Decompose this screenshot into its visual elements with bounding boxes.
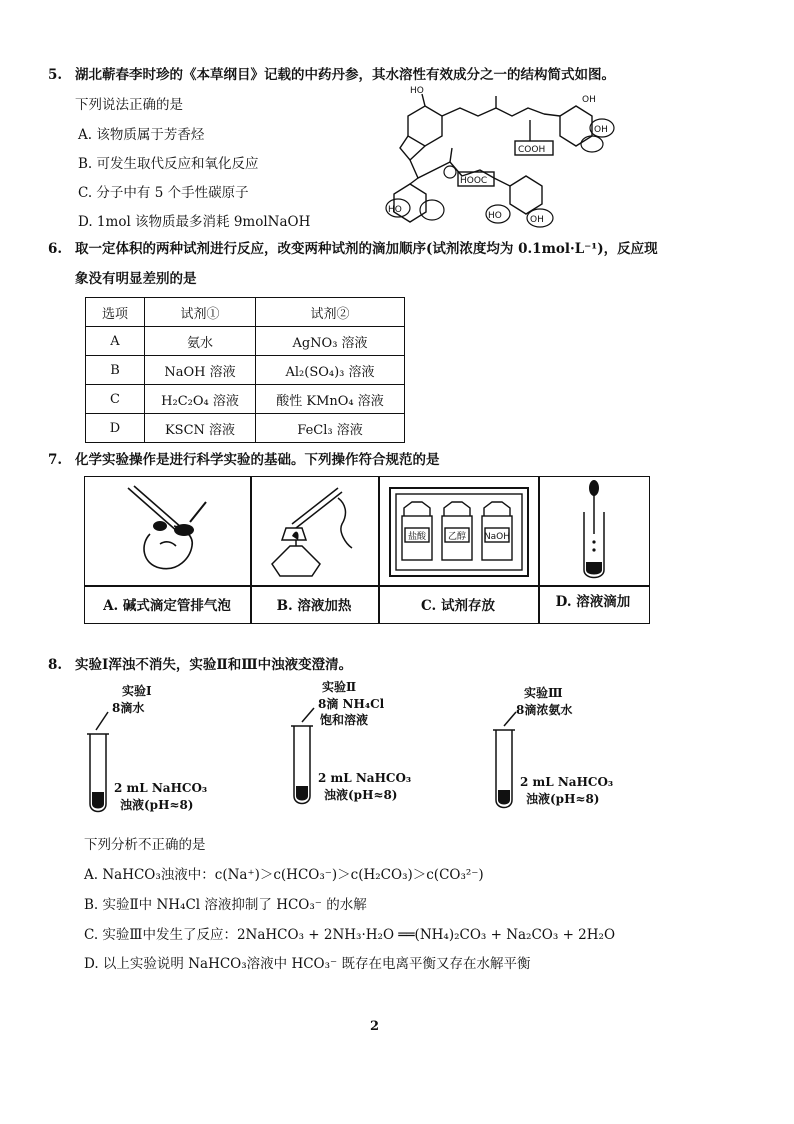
- q5-structure-diagram: [380, 86, 680, 226]
- q7-caption-a: A. 碱式滴定管排气泡: [103, 598, 231, 614]
- header-option: 选项: [86, 298, 145, 327]
- q7-number: 7.: [48, 452, 63, 468]
- dropper-tube-figure: [570, 478, 620, 582]
- q6-number: 6.: [48, 241, 63, 257]
- cell-option: D: [86, 414, 145, 443]
- exp2-bottom-2: 浊液(pH≈8): [324, 788, 398, 802]
- q8-stem: 实验Ⅰ浑浊不消失，实验Ⅱ和Ⅲ中浊液变澄清。: [75, 657, 353, 673]
- bottle-label-ethanol: 乙醇: [447, 532, 467, 542]
- q5-number: 5.: [48, 67, 63, 83]
- label-cooh: COOH: [518, 145, 546, 155]
- exp1-title: 实验Ⅰ: [122, 684, 152, 698]
- q7-caption-b: B. 溶液加热: [276, 598, 352, 614]
- q5-prompt: 下列说法正确的是: [75, 97, 183, 113]
- cell-option: C: [86, 385, 145, 414]
- q7-caption-d: D. 溶液滴加: [555, 594, 631, 610]
- label-ho-left: HO: [388, 205, 402, 215]
- header-reagent-2: 试剂②: [256, 298, 405, 327]
- label-oh-1: OH: [582, 95, 596, 105]
- q5-option-b: B. 可发生取代反应和氧化反应: [78, 156, 259, 172]
- cell-reagent-1: KSCN 溶液: [145, 414, 256, 443]
- cell-option: B: [86, 356, 145, 385]
- label-ho-top: HO: [410, 86, 424, 96]
- page-number: 2: [370, 1019, 380, 1034]
- q7-caption-c: C. 试剂存放: [421, 598, 495, 614]
- bottle-label-hcl: 盐酸: [407, 532, 427, 542]
- bottle-label-naoh: NaOH: [483, 532, 511, 542]
- exp3-reagent: 8滴浓氨水: [516, 703, 573, 717]
- label-hooc: HOOC: [460, 176, 488, 186]
- exp2-tube: [288, 708, 318, 808]
- table-row: [86, 414, 405, 443]
- cell-reagent-2: AgNO₃ 溶液: [256, 327, 405, 356]
- q8-option-c: C. 实验Ⅲ中发生了反应：2NaHCO₃ + 2NH₃·H₂O ══(NH₄)₂CO₃ + Na₂CO₃ + 2H₂O: [84, 927, 616, 943]
- cell-reagent-2: Al₂(SO₄)₃ 溶液: [256, 356, 405, 385]
- exp3-bottom-2: 浊液(pH≈8): [526, 792, 600, 806]
- cell-reagent-1: NaOH 溶液: [145, 356, 256, 385]
- q5-option-d: D. 1mol 该物质最多消耗 9molNaOH: [78, 214, 311, 230]
- q8-number: 8.: [48, 657, 63, 673]
- q6-table: [85, 297, 405, 443]
- exp3-bottom-1: 2 mL NaHCO₃: [520, 775, 614, 789]
- exp2-title: 实验Ⅱ: [322, 680, 357, 694]
- cell-option: A: [86, 327, 145, 356]
- heating-figure: [262, 484, 372, 580]
- label-ho-right: HO: [488, 211, 502, 221]
- burette-hand-figure: [120, 484, 220, 580]
- exp2-bottom-1: 2 mL NaHCO₃: [318, 771, 412, 785]
- exp3-title: 实验Ⅲ: [524, 686, 563, 700]
- table-row: [86, 356, 405, 385]
- cell-reagent-2: 酸性 KMnO₄ 溶液: [256, 385, 405, 414]
- reagent-shelf-figure: [388, 486, 530, 578]
- q6-stem-continued: 象没有明显差别的是: [75, 271, 197, 287]
- q5-stem: 湖北蕲春李时珍的《本草纲目》记载的中药丹参，其水溶性有效成分之一的结构简式如图。: [75, 67, 615, 83]
- q6-stem: 取一定体积的两种试剂进行反应，改变两种试剂的滴加顺序(试剂浓度均为 0.1mol·L⁻¹)，反应现: [75, 241, 658, 257]
- q5-option-c: C. 分子中有 5 个手性碳原子: [78, 185, 249, 201]
- exp2-reagent: 8滴 NH₄Cl: [318, 697, 385, 711]
- q8-option-d: D. 以上实验说明 NaHCO₃溶液中 HCO₃⁻ 既存在电离平衡又存在水解平衡: [84, 956, 531, 972]
- q7-stem: 化学实验操作是进行科学实验的基础。下列操作符合规范的是: [75, 452, 440, 468]
- header-reagent-1: 试剂①: [145, 298, 256, 327]
- exp1-bottom-2: 浊液(pH≈8): [120, 798, 194, 812]
- cell-reagent-1: H₂C₂O₄ 溶液: [145, 385, 256, 414]
- table-row: [86, 385, 405, 414]
- cell-reagent-1: 氨水: [145, 327, 256, 356]
- exp2-reagent-2: 饱和溶液: [320, 713, 369, 727]
- exp1-tube: [84, 712, 114, 816]
- table-row: [86, 327, 405, 356]
- q8-prompt: 下列分析不正确的是: [84, 837, 206, 853]
- exp3-tube: [490, 712, 520, 812]
- q8-option-b: B. 实验Ⅱ中 NH₄Cl 溶液抑制了 HCO₃⁻ 的水解: [84, 897, 367, 913]
- label-oh-2: OH: [594, 125, 608, 135]
- cell-reagent-2: FeCl₃ 溶液: [256, 414, 405, 443]
- table-header-row: [86, 298, 405, 327]
- exp1-bottom-1: 2 mL NaHCO₃: [114, 781, 208, 795]
- label-oh-bottom: OH: [530, 215, 544, 225]
- q8-option-a: A. NaHCO₃浊液中：c(Na⁺)＞c(HCO₃⁻)＞c(H₂CO₃)＞c(CO₃²⁻): [84, 867, 484, 883]
- exp1-reagent: 8滴水: [112, 701, 145, 715]
- q5-option-a: A. 该物质属于芳香烃: [78, 127, 205, 143]
